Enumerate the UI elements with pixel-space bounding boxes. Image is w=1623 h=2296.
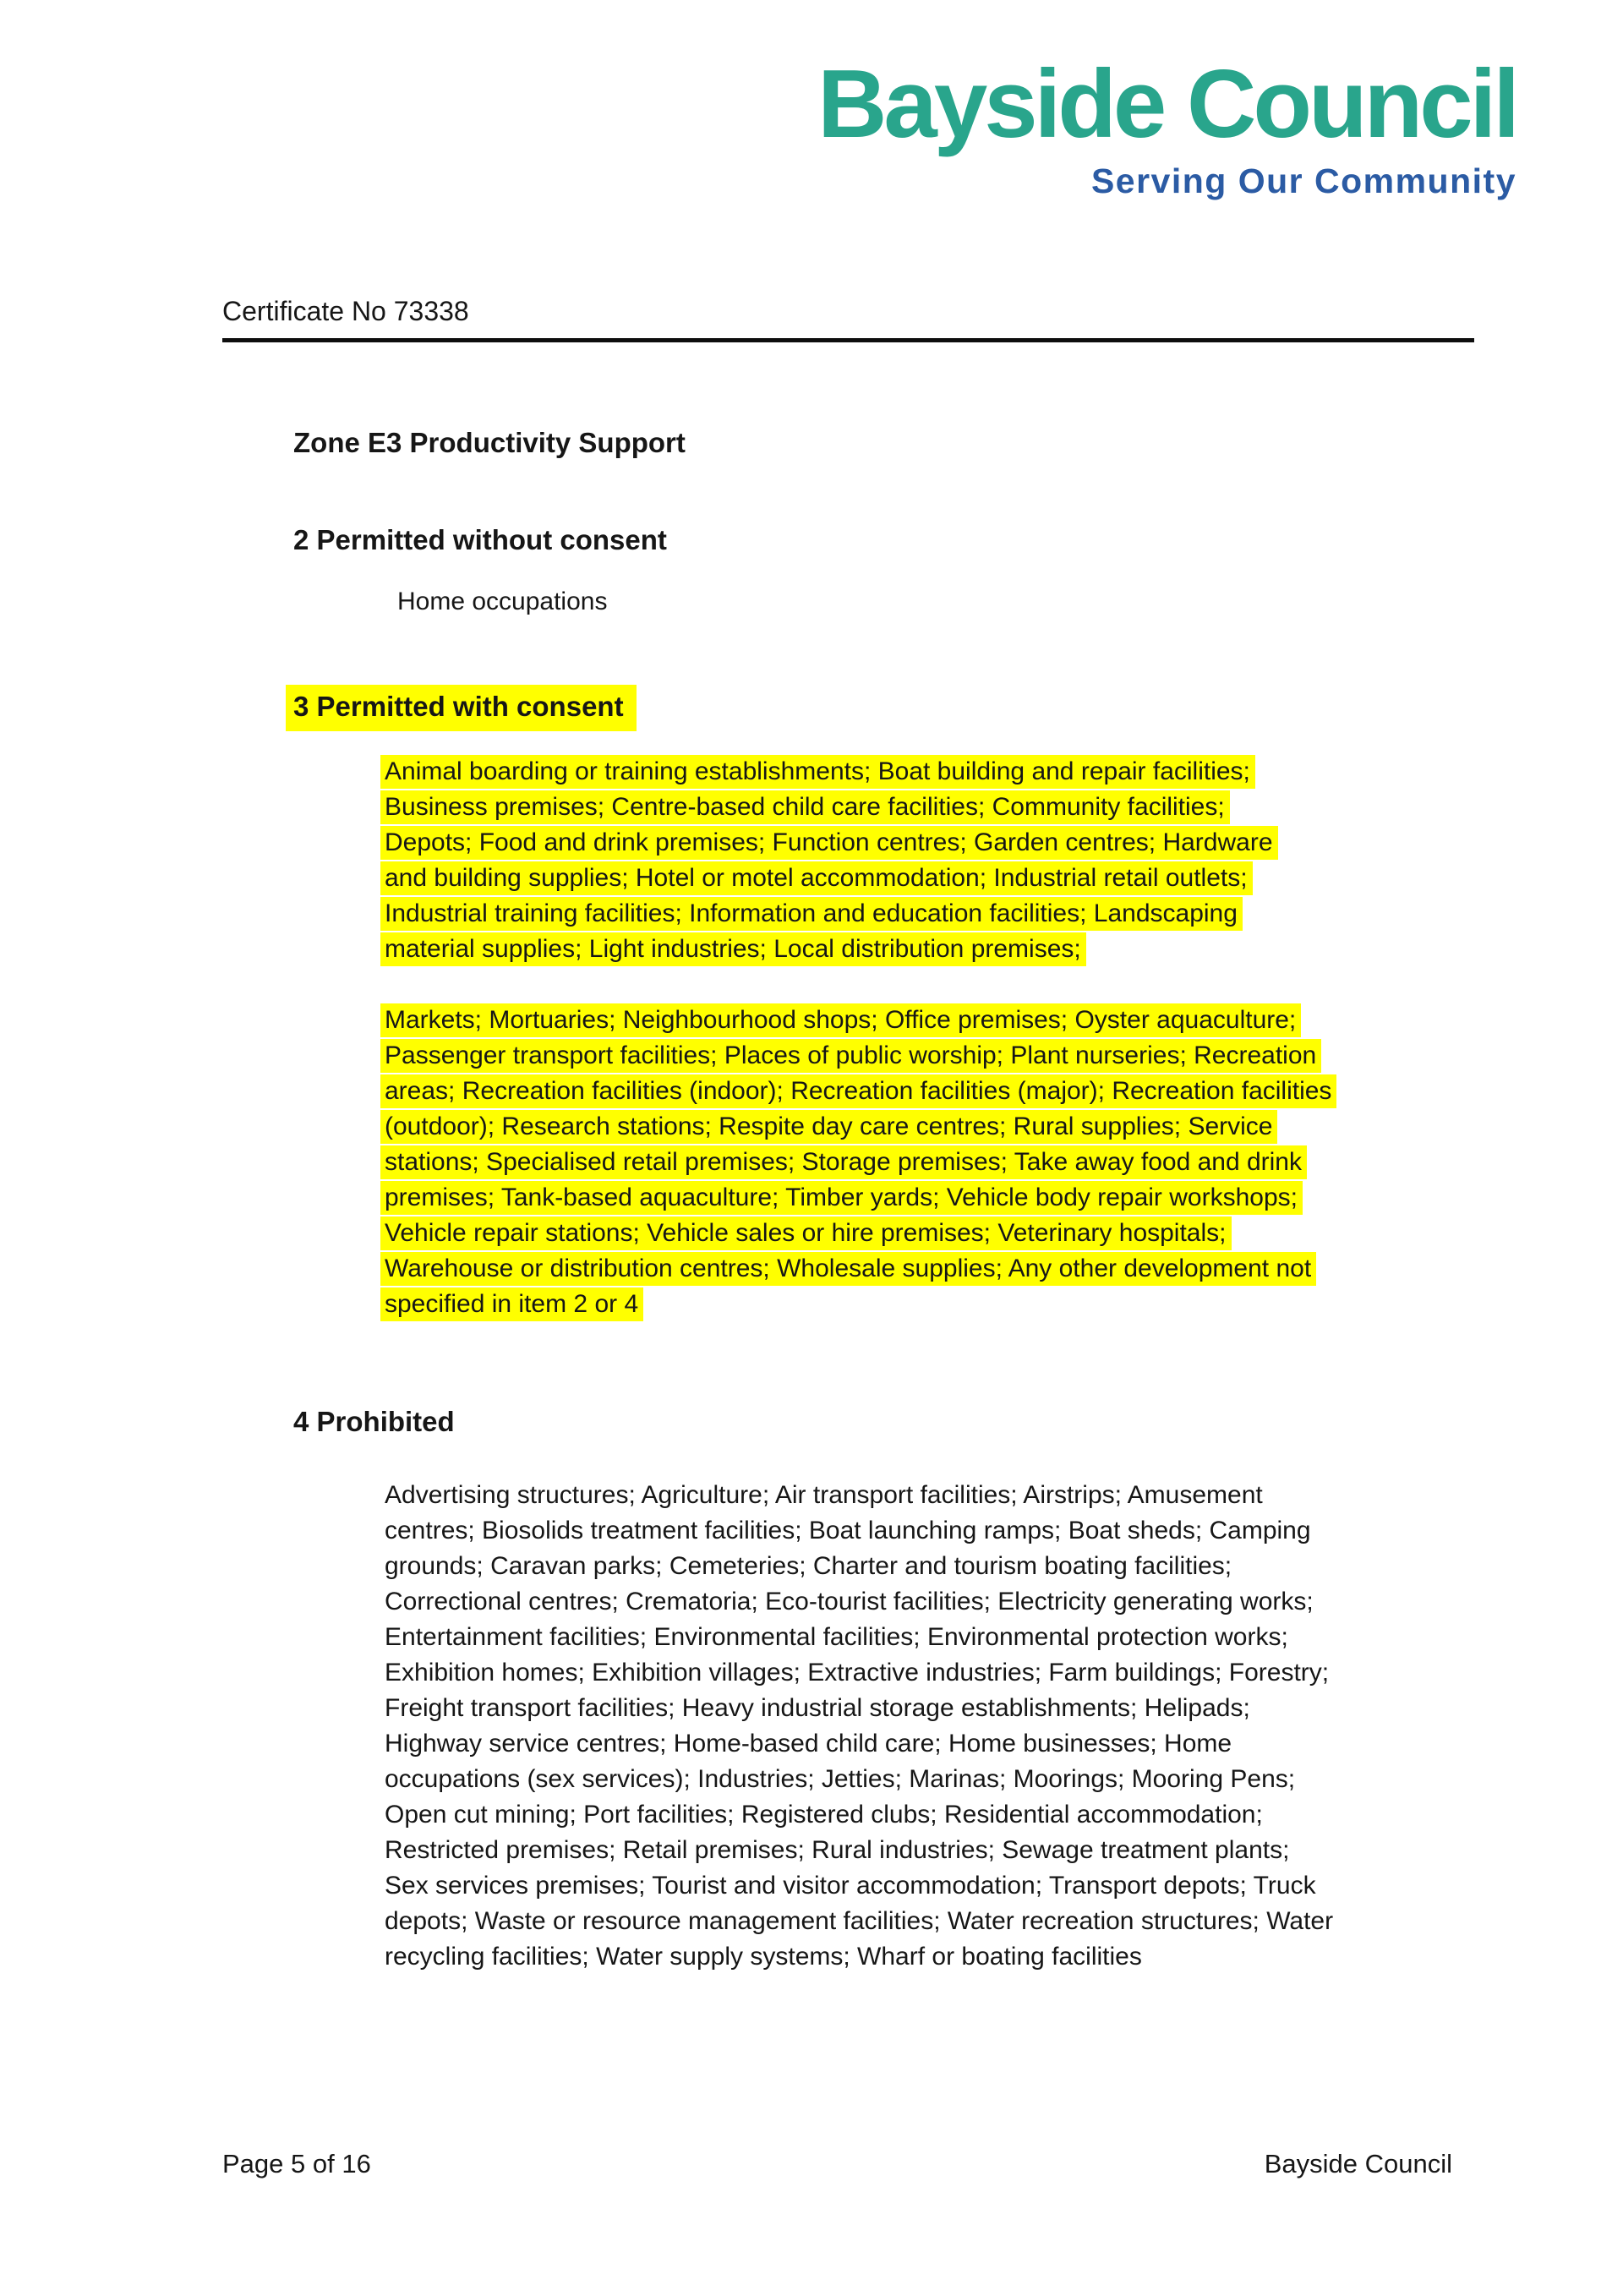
- permitted-without-consent-items: Home occupations: [397, 588, 608, 615]
- text-line: Animal boarding or training establishments; Boat building and repair facilities;: [385, 754, 1278, 790]
- text-line: Depots; Food and drink premises; Function centres; Garden centres; Hardware: [385, 825, 1278, 861]
- prohibited-paragraph: [385, 1478, 1333, 1975]
- zone-title: Zone E3 Productivity Support: [293, 427, 686, 458]
- text-line: Industrial training facilities; Information and education facilities; Landscaping: [385, 896, 1278, 932]
- text-line: Vehicle repair stations; Vehicle sales or hire premises; Veterinary hospitals;: [385, 1216, 1336, 1251]
- text-line: Exhibition homes; Exhibition villages; Extractive industries; Farm buildings; Forestry;: [385, 1659, 1330, 1686]
- text-line: areas; Recreation facilities (indoor); Recreation facilities (major); Recreation facilities: [385, 1074, 1336, 1109]
- heading-permitted-with-consent: 3 Permitted with consent: [286, 685, 637, 731]
- text-line: Freight transport facilities; Heavy industrial storage establishments; Helipads;: [385, 1694, 1250, 1722]
- heading-permitted-without-consent: 2 Permitted without consent: [293, 524, 667, 555]
- bayside-council-logo: [817, 49, 1516, 201]
- text-line: Sex services premises; Tourist and visitor accommodation; Transport depots; Truck: [385, 1872, 1316, 1900]
- text-line: and building supplies; Hotel or motel accommodation; Industrial retail outlets;: [385, 861, 1278, 896]
- text-line: centres; Biosolids treatment facilities; Boat launching ramps; Boat sheds; Camping: [385, 1517, 1311, 1544]
- text-line: Advertising structures; Agriculture; Air transport facilities; Airstrips; Amusement: [385, 1481, 1263, 1509]
- text-line: Business premises; Centre-based child care facilities; Community facilities;: [385, 790, 1278, 825]
- text-line: Passenger transport facilities; Places of public worship; Plant nurseries; Recreation: [385, 1038, 1336, 1074]
- heading-prohibited: 4 Prohibited: [293, 1406, 455, 1437]
- text-line: Restricted premises; Retail premises; Rural industries; Sewage treatment plants;: [385, 1836, 1290, 1864]
- text-line: stations; Specialised retail premises; Storage premises; Take away food and drink: [385, 1145, 1336, 1180]
- footer-page-number: Page 5 of 16: [222, 2149, 371, 2178]
- text-line: Entertainment facilities; Environmental facilities; Environmental protection works;: [385, 1623, 1288, 1651]
- text-line: premises; Tank-based aquaculture; Timber yards; Vehicle body repair workshops;: [385, 1180, 1336, 1216]
- text-line: recycling facilities; Water supply systems; Wharf or boating facilities: [385, 1943, 1142, 1971]
- permitted-with-consent-paragraph-2: [385, 1003, 1336, 1322]
- logo-title: Bayside Council: [817, 51, 1516, 158]
- text-line: depots; Waste or resource management facilities; Water recreation structures; Water: [385, 1907, 1334, 1935]
- text-line: (outdoor); Research stations; Respite day care centres; Rural supplies; Service: [385, 1109, 1336, 1145]
- text-line: material supplies; Light industries; Local distribution premises;: [385, 932, 1278, 967]
- text-line: Correctional centres; Crematoria; Eco-tourist facilities; Electricity generating works;: [385, 1588, 1314, 1615]
- text-line: Warehouse or distribution centres; Wholesale supplies; Any other development not: [385, 1251, 1336, 1287]
- permitted-with-consent-paragraph-1: [385, 754, 1278, 967]
- text-line: grounds; Caravan parks; Cemeteries; Charter and tourism boating facilities;: [385, 1552, 1232, 1580]
- text-line: Markets; Mortuaries; Neighbourhood shops; Office premises; Oyster aquaculture;: [385, 1003, 1336, 1038]
- logo-tagline: Serving Our Community: [1090, 161, 1516, 201]
- footer-organisation: Bayside Council: [1264, 2149, 1452, 2178]
- text-line: Open cut mining; Port facilities; Registered clubs; Residential accommodation;: [385, 1801, 1263, 1829]
- text-line: Highway service centres; Home-based child care; Home businesses; Home: [385, 1730, 1232, 1758]
- text-line: occupations (sex services); Industries; Jetties; Marinas; Moorings; Mooring Pens;: [385, 1765, 1296, 1793]
- certificate-number-line: Certificate No 73338: [222, 296, 1474, 342]
- text-line: specified in item 2 or 4: [385, 1287, 1336, 1322]
